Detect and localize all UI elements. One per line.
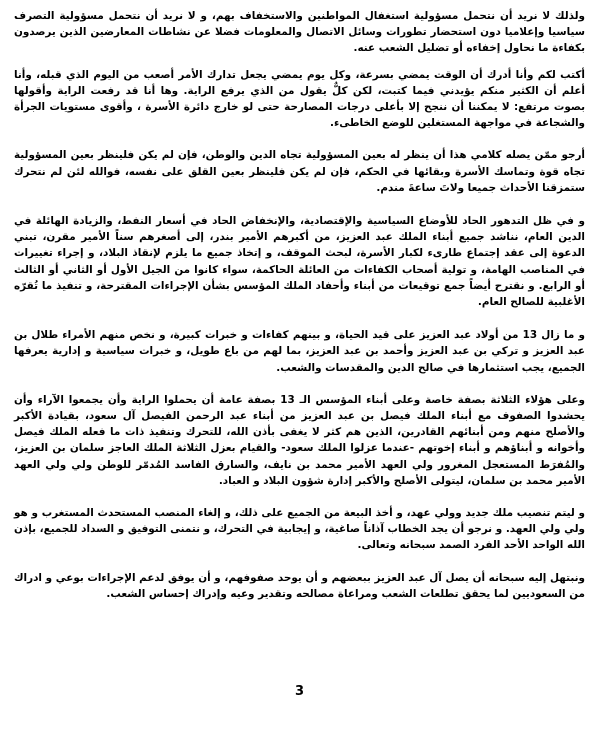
paragraph: ونبتهل إليه سبحانه أن يصل آل عبد العزيز ببعضهم و أن يوحد صفوفهم، و أن يوفق لدعم الإجراءات بوعي و ادراك من السعوديين لما يحقق تطلعات الشعب ومراعاة مصالحه وتقدير وعيه وإدراك إحساس الشعب. <box>14 571 585 600</box>
page-number: 3 <box>294 684 305 699</box>
paragraph: و ليتم تنصيب ملك جديد وولي عهد، و أخذ البيعة من الجميع على ذلك، و إلغاء المنصب المستحدث المستغرب و هو ولي ولي العهد. و نرجو أن يجد الخطاب آذاناً صاغية، و إيجابية في التحرك، و نتمنى التوفيق و السداد للجميع، بإذن الله الواحد الأحد الفرد الصمد سبحانه وتعالى. <box>14 507 585 552</box>
paragraph: و ما زال 13 من أولاد عبد العزيز على قيد الحياة، و بينهم كفاءات و خبرات كبيرة، و نخص منهم الأمراء طلال بن عبد العزيز و تركي بن عبد العزيز وأحمد بن عبد العزيز، بما لهم من باع طويل، و خبرات سياسية و إدارية يعرفها الجميع، يجب استثمارها في صالح الدين والمقدسات والشعب. <box>14 329 585 374</box>
document-body <box>14 8 585 602</box>
paragraph: وعلى هؤلاء الثلاثة بصفة خاصة وعلى أبناء المؤسس الـ 13 بصفة عامة أن يحملوا الراية وأن يجمعوا الآراء وأن يحشدوا الصفوف مع أبناء الملك فيصل بن عبد العزيز من أبناء عبد الرحمن الفيصل آل سعود، بقيادة الأكبر والأصلح منهم ومن أبنائهم القادرين، الذين هم كثر لا يغفى بأذن الله، للتحرك وتنفيذ ذات ما فعله الملك فيصل وأخوانه و أبناؤهم و أبناء إخوتهم -عندما عزلوا الملك سعود- والقيام بعزل الثلاثة الملك العاجز سلمان بن العزيز، والمُفرَط المستعجل المغرور ولي العهد الأمير محمد بن نايف، والسارق الفاسد المُدمّر للوطن ولي ولي العهد الأمير محمد بن سلمان، ليتولى الأصلح والأكبر إدارة شؤون البلاد و العباد. <box>14 393 585 487</box>
paragraph: أرجو ممّن يصله كلامي هذا أن ينظر له بعين المسؤولية تجاه الدين والوطن، فإن لم يكن فلينظر بعين المسؤولية تجاه قوة وتماسك الأسرة وبقائها في الحكم، فإن لم يكن فلينظر بعين القلق على نفسه، فوالله لئن لم نتحرك ستمزقنا الأحداث جميعا ولاتَ ساعةَ مندم. <box>14 149 585 194</box>
paragraph: و في ظل التدهور الحاد للأوضاع السياسية والإقتصادية، والإنخفاض الحاد في أسعار النفط، والزيادة الهائلة في الدين العام، نناشد جميع أبناء الملك عبد العزيز، من أكبرهم الأمير بندر، إلى أصغرهم سناً الأمير مقرن، تبني الدعوة إلى عقد إجتماع طارىء لكبار الأسرة، لبحث الموقف، و إتخاذ جميع ما يلزم لإنقاذ البلاد، و إجراء تغييرات في المناصب الهامة، و تولية أصحاب الكفاءات من العائلة الحاكمة، سواء كانوا من الجيل الأول أو الثاني أو الثالث أو الرابع. و نقترح أيضاً جمع توقيعات من أبناء وأحفاد الملك المؤسس بشأن الإجراءات المقترحة، و تنفيذ ما تُقرّه الأغلبية للصالح العام. <box>14 215 585 309</box>
paragraph: أكتب لكم وأنا أدرك أن الوقت يمضي بسرعة، وكل يوم يمضي يجعل تدارك الأمر أصعب من اليوم الذي قبله، وأنا أعلم أن الكثير منكم يؤيدني فيما كتبت، لكن كلٌّ يقول من الذي يرفع الراية. وها أنا قد رفعت الراية وأقولها بصوت مرتفع: لا يمكننا أن ننجح إلا بأعلى درجات المصارحة حتى لو خارج دائرة الأسرة ، وأقوى مستويات الجرأة والشجاعة في مواجهة المستغلين للوضع الخاطىء. <box>14 68 585 130</box>
paragraph: ولذلك لا نريد أن نتحمل مسؤولية استغفال المواطنين والاستخفاف بهم، و لا نريد أن نتحمل مسؤولية التصرف سياسيا وإعلاميا دون استحضار تطورات وسائل الاتصال والمعلومات فضلا عن نشاطات المعارضين الذين يرصدون بكفاءة ما نحاول إخفاءه أو تضليل الشعب عنه. <box>14 10 585 55</box>
